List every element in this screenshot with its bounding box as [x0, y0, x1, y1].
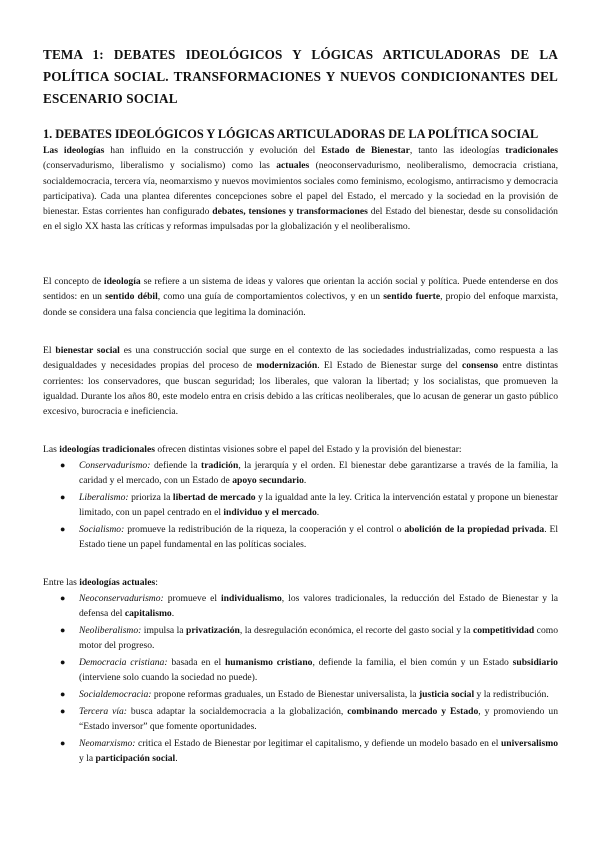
- italic-term: Neoconservadurismo:: [79, 593, 164, 604]
- text: (neoconservadurismo, neoliberalismo, democracia cristiana, socialdemocracia, tercera vía, neomarxismo y nuevos movimientos sociales como feminismo, ecologismo, antirracismo y democracia participativa). Cada una plantea diferentes concepciones sobre el papel del Estado, el mercado y la sociedad en la provisión de bienestar. Estas corrientes han configurado: [43, 160, 559, 218]
- paragraph-ideologias: [43, 143, 558, 235]
- text: basada en el: [167, 657, 225, 669]
- bold-text: individuo y el mercado: [223, 507, 317, 519]
- paragraph-bienestar-social: [43, 343, 558, 419]
- list-item: [58, 522, 558, 553]
- bold-text: Las ideologías: [43, 145, 105, 156]
- bold-text: abolición de la propiedad privada: [404, 524, 545, 536]
- italic-term: Neomarxismo:: [79, 738, 136, 750]
- text: .: [316, 507, 320, 519]
- list-item: [58, 490, 558, 521]
- text: entre distintas corrientes: los conservadores, que buscan seguridad; los liberales, que valoran la libertad; y los socialistas, que promueven la igualdad. Durante los años 80, este modelo entra en crisis debido a las críticas neoliberales, que lo acusan de generar un gasto público excesivo, burocracia e ineficiencia.: [43, 360, 558, 418]
- bold-text: consenso: [461, 360, 499, 372]
- text: , la desregulación económica, el recorte del gasto social y la: [239, 625, 473, 637]
- text: y la: [79, 753, 96, 765]
- italic-term: Neoliberalismo:: [79, 625, 142, 637]
- list-item: [58, 687, 558, 702]
- bullet-icon: ●: [60, 706, 66, 717]
- list-item: [58, 591, 558, 622]
- text: , la jerarquía y el orden. El bienestar debe garantizarse a través de la familia, la caridad y el mercado, con un Estado de: [79, 460, 558, 487]
- bold-text: libertad de mercado: [172, 492, 256, 504]
- text: . El Estado de Bienestar surge del: [317, 360, 462, 372]
- paragraph-ideologias-actuales: [43, 575, 558, 590]
- list-item: [58, 623, 558, 654]
- bullet-icon: ●: [60, 492, 66, 503]
- text: Las: [43, 444, 60, 455]
- bold-text: competitividad: [472, 625, 535, 637]
- italic-term: Socialdemocracia:: [79, 689, 152, 701]
- paragraph-concepto-ideologia: [43, 274, 558, 320]
- bold-text: individualismo: [221, 593, 282, 604]
- bold-text: actuales: [276, 160, 310, 172]
- bold-text: justicia social: [418, 689, 475, 701]
- text: promueve la redistribución de la riqueza, la cooperación y el control o: [124, 524, 405, 536]
- bold-text: modernización: [256, 360, 318, 372]
- bold-text: tradicionales: [505, 145, 559, 156]
- bold-text: privatización: [186, 625, 240, 637]
- text: , propio del enfoque marxista, donde se considera una falsa conciencia que legitima la dominación.: [43, 291, 559, 318]
- text: Entre las: [43, 577, 80, 588]
- text: han influido en la construcción y evolución del: [104, 145, 322, 156]
- text: El: [43, 345, 56, 356]
- bold-text: universalismo: [500, 738, 558, 750]
- text: ofrecen distintas visiones sobre el papel del Estado y la provisión del bienestar:: [154, 444, 462, 455]
- bold-text: tradición: [201, 460, 239, 471]
- text: promueve el: [163, 593, 221, 604]
- bold-text: capitalismo: [124, 608, 172, 620]
- list-item: [58, 655, 558, 686]
- list-item: [58, 704, 558, 735]
- italic-term: Conservadurismo:: [79, 460, 151, 471]
- bullet-icon: ●: [60, 460, 66, 470]
- italic-term: Liberalismo:: [79, 492, 129, 504]
- text: y la redistribución.: [474, 689, 549, 701]
- text: defiende la: [150, 460, 201, 471]
- italic-term: Democracia cristiana:: [79, 657, 168, 669]
- bold-text: ideologías actuales: [79, 577, 156, 588]
- text: .: [175, 753, 178, 765]
- bold-text: participación social: [95, 753, 176, 765]
- bullet-icon: ●: [60, 657, 66, 668]
- list-traditional-ideologies: [58, 458, 558, 554]
- bold-text: sentido fuerte: [383, 291, 441, 303]
- text: busca adaptar la socialdemocracia a la globalización,: [126, 706, 348, 718]
- text: .: [303, 475, 307, 487]
- text: , como una guía de comportamientos colectivos, y en un: [157, 291, 384, 303]
- text: , y promoviendo un “Estado inversor” que fomente oportunidades.: [79, 706, 558, 733]
- paragraph-ideologias-tradicionales: [43, 442, 558, 457]
- italic-term: Socialismo:: [79, 524, 125, 536]
- section-heading: 1. DEBATES IDEOLÓGICOS Y LÓGICAS ARTICULADORAS DE LA POLÍTICA SOCIAL: [43, 127, 539, 141]
- bold-text: sentido débil: [105, 291, 158, 303]
- list-item: [58, 458, 558, 489]
- text: se refiere a un sistema de ideas y valores que orientan la acción social y política. Puede entenderse en dos sentidos: en un: [43, 276, 558, 303]
- bold-text: humanismo cristiano: [224, 657, 313, 669]
- text: impulsa la: [141, 625, 187, 637]
- bold-text: debates, tensiones y transformaciones: [212, 206, 368, 218]
- bold-text: subsidiario: [512, 657, 558, 669]
- text: es una construcción social que surge en el contexto de las sociedades industrializadas, como respuesta a las desigualdades y necesidades propias del proceso de: [43, 345, 558, 372]
- bold-text: combinando mercado y Estado: [347, 706, 479, 718]
- bullet-icon: ●: [60, 593, 66, 603]
- list-current-ideologies: [58, 591, 558, 768]
- bold-text: ideologías tradicionales: [59, 444, 155, 455]
- text: .: [171, 608, 175, 620]
- text: critica el Estado de Bienestar por legitimar el capitalismo, y defiende un modelo basado en el: [135, 738, 501, 750]
- bullet-icon: ●: [60, 625, 66, 636]
- text: :: [155, 577, 158, 588]
- text: como motor del progreso.: [79, 625, 558, 652]
- bullet-icon: ●: [60, 689, 66, 700]
- list-item: [58, 736, 558, 767]
- italic-term: Tercera vía:: [79, 706, 127, 718]
- bullet-icon: ●: [60, 524, 66, 535]
- text: . El Estado tiene un papel fundamental en las políticas sociales.: [79, 524, 558, 551]
- text: propone reformas graduales, un Estado de Bienestar universalista, la: [151, 689, 419, 701]
- bullet-icon: ●: [60, 738, 66, 749]
- text: prioriza la: [128, 492, 173, 504]
- document-title: TEMA 1: DEBATES IDEOLÓGICOS Y LÓGICAS ARTICULADORAS DE LA POLÍTICA SOCIAL. TRANSFORMACIONES Y NUEVOS CONDICIONANTES DEL ESCENARIO SOCIAL: [43, 47, 558, 106]
- text: , los valores tradicionales, la reducción del Estado de Bienestar y la defensa del: [79, 593, 558, 620]
- bold-text: bienestar social: [55, 345, 120, 356]
- text: El concepto de: [43, 276, 104, 287]
- text: , tanto las ideologías: [409, 145, 506, 156]
- text: del Estado del bienestar, desde su consolidación en el siglo XX hasta las críticas y reformas impulsadas por la globalización y el neoliberalismo.: [43, 206, 558, 233]
- text: , defiende la familia, el bien común y un Estado: [312, 657, 513, 669]
- bold-text: apoyo secundario: [232, 475, 304, 487]
- text: (conservadurismo, liberalismo y socialismo) como las: [43, 160, 277, 172]
- bold-text: ideología: [103, 276, 141, 287]
- text: y la igualdad ante la ley. Critica la intervención estatal y propone un bienestar limitado, con un papel centrado en el: [79, 492, 558, 519]
- bold-text: Estado de Bienestar: [321, 145, 410, 156]
- text: (interviene solo cuando la sociedad no puede).: [79, 672, 258, 684]
